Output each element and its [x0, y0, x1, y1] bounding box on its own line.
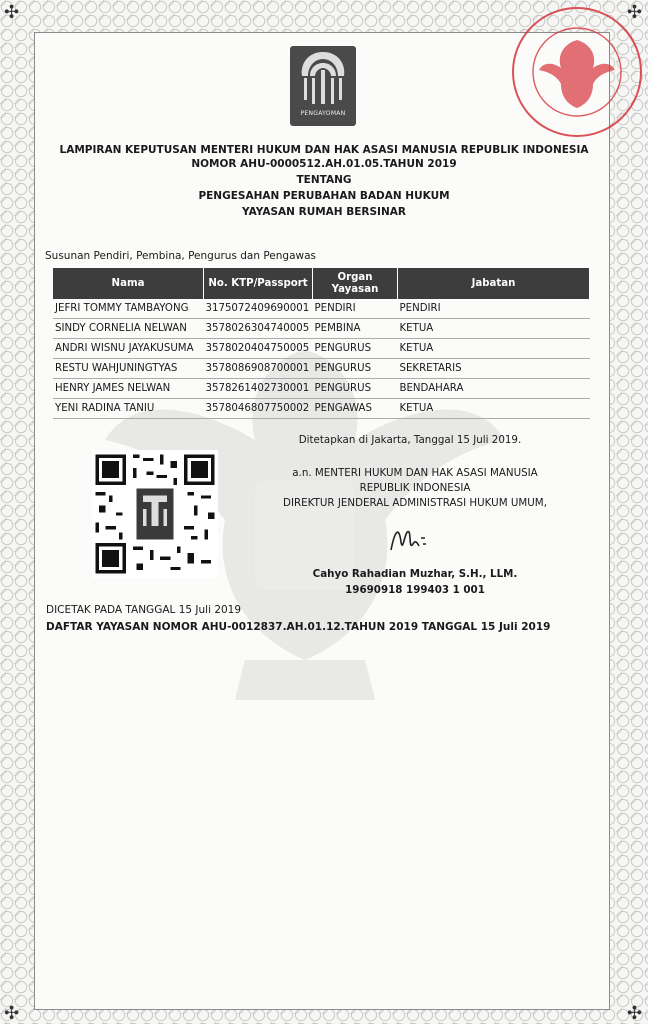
corner-ornament-icon: ✣ [626, 1003, 642, 1024]
cell-organ: PEMBINA [313, 319, 398, 339]
table-row [53, 379, 590, 399]
cell-jabatan: SEKRETARIS [398, 359, 590, 379]
corner-ornament-icon: ✣ [4, 2, 20, 23]
on-behalf-line-2: REPUBLIK INDONESIA [359, 482, 471, 494]
cell-nama: HENRY JAMES NELWAN [53, 379, 204, 399]
decree-number: NOMOR AHU-0000512.AH.01.05.TAHUN 2019 [191, 158, 457, 170]
place-date: Ditetapkan di Jakarta, Tanggal 15 Juli 2019. [298, 434, 522, 446]
cell-nama: JEFRI TOMMY TAMBAYONG [53, 299, 204, 319]
cell-jabatan: PENDIRI [398, 299, 590, 319]
corner-ornament-icon: ✣ [4, 1003, 20, 1024]
decree-about: TENTANG [296, 174, 352, 186]
column-header-organ-label: Organ Yayasan [331, 271, 379, 295]
cell-jabatan: KETUA [398, 319, 590, 339]
official-name: Cahyo Rahadian Muzhar, S.H., LLM. [312, 568, 518, 580]
handwritten-signature-icon [385, 520, 435, 560]
table-row [53, 359, 590, 379]
cell-ktp: 3578261402730001 [204, 379, 313, 399]
cell-ktp: 3175072409690001 [204, 299, 313, 319]
official-nip: 19690918 199403 1 001 [345, 584, 485, 596]
qr-code-icon [92, 450, 218, 578]
cell-nama: YENI RADINA TANIU [53, 399, 204, 419]
on-behalf-line-3: DIREKTUR JENDERAL ADMINISTRASI HUKUM UMUM, [283, 497, 547, 509]
cell-organ: PENGURUS [313, 379, 398, 399]
column-header-ktp: No. KTP/Passport [204, 268, 313, 299]
cell-nama: RESTU WAHJUNINGTYAS [53, 359, 204, 379]
table-row [53, 399, 590, 419]
section-title: Susunan Pendiri, Pembina, Pengurus dan Pengawas [45, 250, 317, 262]
table-row [53, 319, 590, 339]
table-row [53, 299, 590, 319]
cell-nama: SINDY CORNELIA NELWAN [53, 319, 204, 339]
cell-ktp: 3578086908700001 [204, 359, 313, 379]
cell-organ: PENGAWAS [313, 399, 398, 419]
on-behalf-line-1: a.n. MENTERI HUKUM DAN HAK ASASI MANUSIA [292, 467, 538, 479]
column-header-organ [313, 268, 398, 299]
cell-organ: PENGURUS [313, 339, 398, 359]
cell-ktp: 3578046807750002 [204, 399, 313, 419]
logo-caption: PENGAYOMAN [300, 110, 346, 117]
cell-ktp: 3578026304740005 [204, 319, 313, 339]
register-number: DAFTAR YAYASAN NOMOR AHU-0012837.AH.01.12.TAHUN 2019 TANGGAL 15 Juli 2019 [46, 621, 551, 633]
cell-jabatan: KETUA [398, 339, 590, 359]
printed-date: DICETAK PADA TANGGAL 15 Juli 2019 [46, 604, 242, 616]
cell-jabatan: KETUA [398, 399, 590, 419]
column-header-jabatan: Jabatan [398, 268, 590, 299]
cell-jabatan: BENDAHARA [398, 379, 590, 399]
members-table [53, 268, 590, 419]
cell-nama: ANDRI WISNU JAYAKUSUMA [53, 339, 204, 359]
cell-organ: PENGURUS [313, 359, 398, 379]
decree-title: LAMPIRAN KEPUTUSAN MENTERI HUKUM DAN HAK ASASI MANUSIA REPUBLIK INDONESIA [59, 144, 589, 156]
cell-organ: PENDIRI [313, 299, 398, 319]
notary-stamp-icon [509, 4, 645, 140]
corner-ornament-icon: ✣ [626, 2, 642, 23]
banyan-tree-icon [290, 46, 356, 112]
foundation-name: YAYASAN RUMAH BERSINAR [242, 206, 406, 218]
table-row [53, 339, 590, 359]
decree-subject: PENGESAHAN PERUBAHAN BADAN HUKUM [198, 190, 450, 202]
column-header-nama: Nama [53, 268, 204, 299]
cell-ktp: 3578020404750005 [204, 339, 313, 359]
table-header-row [53, 268, 590, 299]
